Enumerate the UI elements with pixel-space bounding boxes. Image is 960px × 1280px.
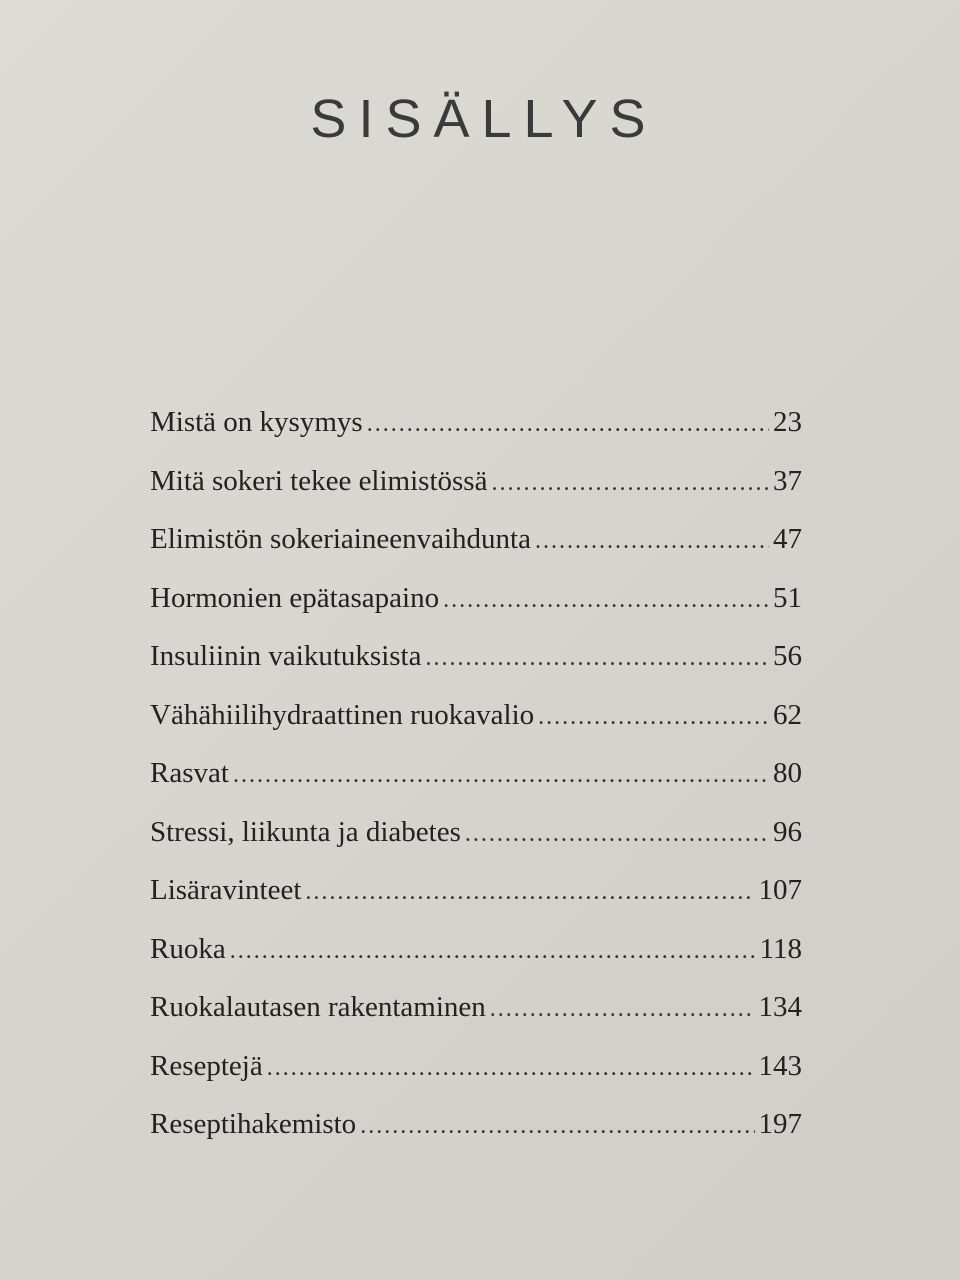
toc-entry-page: 62 <box>773 698 802 731</box>
toc-entry-page: 96 <box>773 815 802 848</box>
toc-entry <box>150 1104 802 1163</box>
toc-entry <box>150 987 802 1046</box>
page-title: SISÄLLYS <box>310 89 658 149</box>
dot-leader <box>367 404 769 444</box>
toc-entry-label: Ruokalautasen rakentaminen <box>150 991 486 1023</box>
toc-entry-page: 107 <box>758 874 802 906</box>
toc-entry-label: Elimistön sokeriaineenvaihdunta <box>150 523 531 555</box>
dot-leader <box>538 697 769 737</box>
toc-entry-label: Ruoka <box>150 932 226 965</box>
toc-entry <box>150 695 802 754</box>
toc-entry <box>150 929 802 988</box>
toc-entry-page: 47 <box>773 523 802 555</box>
dot-leader <box>233 755 769 795</box>
dot-leader <box>491 463 769 503</box>
toc-entry-page: 37 <box>773 464 802 497</box>
toc-entry <box>150 461 802 520</box>
toc-entry-label: Hormonien epätasapaino <box>150 581 440 614</box>
toc-entry-page: 197 <box>758 1108 802 1140</box>
toc-entry-label: Insuliinin vaikutuksista <box>150 640 422 672</box>
toc-entry-label: Vähähiilihydraattinen ruokavalio <box>150 698 535 731</box>
toc-entry-label: Stressi, liikunta ja diabetes <box>150 815 461 848</box>
dot-leader <box>267 1048 755 1088</box>
dot-leader <box>305 872 754 912</box>
toc-entry <box>150 578 802 637</box>
toc-entry-page: 80 <box>773 757 802 789</box>
toc-entry <box>150 519 802 578</box>
toc-entry <box>150 1046 802 1105</box>
dot-leader <box>230 931 756 971</box>
dot-leader <box>490 989 755 1029</box>
toc-entry <box>150 636 802 695</box>
toc-entry-page: 51 <box>773 581 802 614</box>
toc-entry <box>150 812 802 871</box>
toc-entry-label: Lisäravinteet <box>150 874 302 906</box>
toc-entry-label: Reseptejä <box>150 1049 263 1082</box>
toc-entry-page: 118 <box>759 932 802 965</box>
toc-entry-label: Rasvat <box>150 757 229 789</box>
toc-entry <box>150 402 802 461</box>
dot-leader <box>443 580 769 620</box>
dot-leader <box>465 814 769 854</box>
dot-leader <box>425 638 769 678</box>
toc-entry-label: Mitä sokeri tekee elimistössä <box>150 464 488 497</box>
toc-entry-label: Reseptihakemisto <box>150 1108 357 1140</box>
toc-entry <box>150 753 802 812</box>
toc-entry-page: 23 <box>773 406 802 438</box>
toc-entry-page: 134 <box>758 991 802 1023</box>
dot-leader <box>360 1106 754 1146</box>
table-of-contents <box>150 402 802 1163</box>
toc-entry <box>150 870 802 929</box>
toc-entry-page: 56 <box>773 640 802 672</box>
toc-entry-page: 143 <box>758 1049 802 1082</box>
dot-leader <box>535 521 769 561</box>
toc-entry-label: Mistä on kysymys <box>150 406 363 438</box>
